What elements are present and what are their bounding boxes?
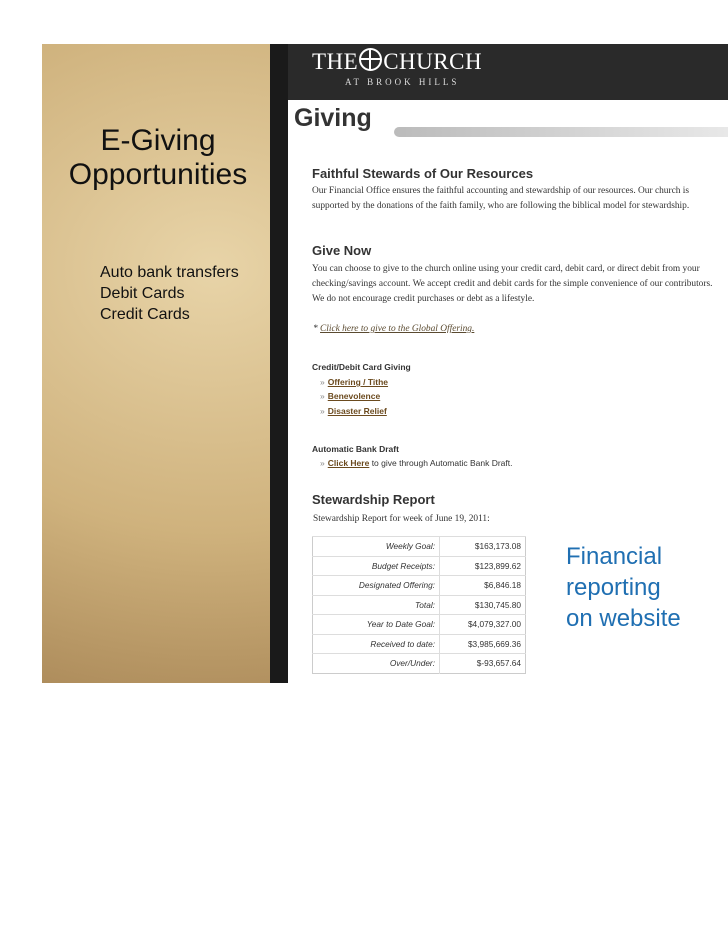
paragraph-line: checking/savings account. We accept credit and debit cards for the simple convenience of our contributors. bbox=[312, 279, 713, 289]
slide-title bbox=[42, 124, 274, 192]
card-giving-heading: Credit/Debit Card Giving bbox=[312, 362, 411, 372]
callout-line: reporting bbox=[566, 574, 661, 601]
logo-subtitle: AT BROOK HILLS bbox=[345, 77, 460, 87]
logo-text-right: CHURCH bbox=[383, 49, 483, 74]
row-label: Year to Date Goal: bbox=[313, 615, 440, 635]
callout-line: on website bbox=[566, 605, 681, 632]
table-row bbox=[313, 576, 526, 596]
report-intro: Stewardship Report for week of June 19, 2011: bbox=[313, 514, 490, 524]
slide-title-line2: Opportunities bbox=[68, 158, 248, 191]
row-value: $130,745.80 bbox=[440, 595, 526, 615]
table-row bbox=[313, 634, 526, 654]
paragraph-line: You can choose to give to the church online using your credit card, debit card, or direct debit from your bbox=[312, 264, 700, 274]
row-label: Budget Receipts: bbox=[313, 556, 440, 576]
row-value: $3,985,669.36 bbox=[440, 634, 526, 654]
slide-title-line1: E-Giving bbox=[100, 124, 216, 157]
row-value: $-93,657.64 bbox=[440, 654, 526, 674]
bullet-item: Debit Cards bbox=[100, 285, 185, 302]
bullet-item: Auto bank transfers bbox=[100, 264, 239, 281]
offering-tithe-link[interactable]: Offering / Tithe bbox=[327, 377, 389, 387]
global-offering-link[interactable]: Click here to give to the Global Offering. bbox=[320, 324, 475, 334]
benevolence-item bbox=[320, 391, 380, 401]
site-header bbox=[270, 44, 728, 100]
chevron-right-icon: » bbox=[320, 391, 325, 401]
row-label: Designated Offering: bbox=[313, 576, 440, 596]
paragraph-line: We do not encourage credit purchases or debt as a lifestyle. bbox=[312, 294, 535, 304]
page-title: Giving bbox=[294, 104, 372, 132]
stewardship-report-heading: Stewardship Report bbox=[312, 492, 435, 507]
row-value: $163,173.08 bbox=[440, 537, 526, 557]
section-heading-stewards: Faithful Stewards of Our Resources bbox=[312, 166, 534, 181]
site-logo[interactable] bbox=[312, 48, 482, 75]
financial-reporting-callout bbox=[566, 541, 681, 634]
global-offering-line bbox=[313, 324, 474, 334]
row-label: Over/Under: bbox=[313, 654, 440, 674]
disaster-relief-item bbox=[320, 406, 387, 416]
table-row bbox=[313, 654, 526, 674]
asterisk: * bbox=[313, 324, 321, 334]
chevron-right-icon: » bbox=[320, 377, 325, 387]
callout-line: Financial bbox=[566, 543, 663, 570]
bullet-item: Credit Cards bbox=[100, 306, 190, 323]
bank-draft-item bbox=[320, 458, 513, 468]
stewardship-report-table bbox=[312, 536, 526, 674]
bank-draft-heading: Automatic Bank Draft bbox=[312, 444, 399, 454]
logo-text-left: THE bbox=[312, 49, 359, 74]
paragraph-line: Our Financial Office ensures the faithful accounting and stewardship of our resources. Our church is bbox=[312, 186, 690, 196]
table-row bbox=[313, 595, 526, 615]
table-row bbox=[313, 615, 526, 635]
site-left-edge bbox=[270, 44, 288, 683]
bank-draft-link[interactable]: Click Here bbox=[327, 458, 370, 468]
title-underline-bar bbox=[394, 127, 728, 137]
give-now-paragraph bbox=[312, 262, 713, 307]
disaster-relief-link[interactable]: Disaster Relief bbox=[327, 406, 387, 416]
row-value: $6,846.18 bbox=[440, 576, 526, 596]
bank-draft-suffix: to give through Automatic Bank Draft. bbox=[369, 458, 513, 468]
benevolence-link[interactable]: Benevolence bbox=[327, 391, 381, 401]
offering-tithe-item bbox=[320, 377, 388, 387]
chevron-right-icon: » bbox=[320, 406, 325, 416]
table-row bbox=[313, 537, 526, 557]
table-row bbox=[313, 556, 526, 576]
section-heading-give-now: Give Now bbox=[312, 243, 372, 258]
row-label: Total: bbox=[313, 595, 440, 615]
row-label: Weekly Goal: bbox=[313, 537, 440, 557]
slide-bullets bbox=[100, 262, 239, 325]
row-value: $4,079,327.00 bbox=[440, 615, 526, 635]
stewards-paragraph bbox=[312, 184, 689, 214]
paragraph-line: supported by the donations of the faith family, who are following the biblical model for stewardship. bbox=[312, 201, 690, 211]
row-label: Received to date: bbox=[313, 634, 440, 654]
globe-icon bbox=[359, 48, 382, 71]
row-value: $123,899.62 bbox=[440, 556, 526, 576]
chevron-right-icon: » bbox=[320, 458, 325, 468]
